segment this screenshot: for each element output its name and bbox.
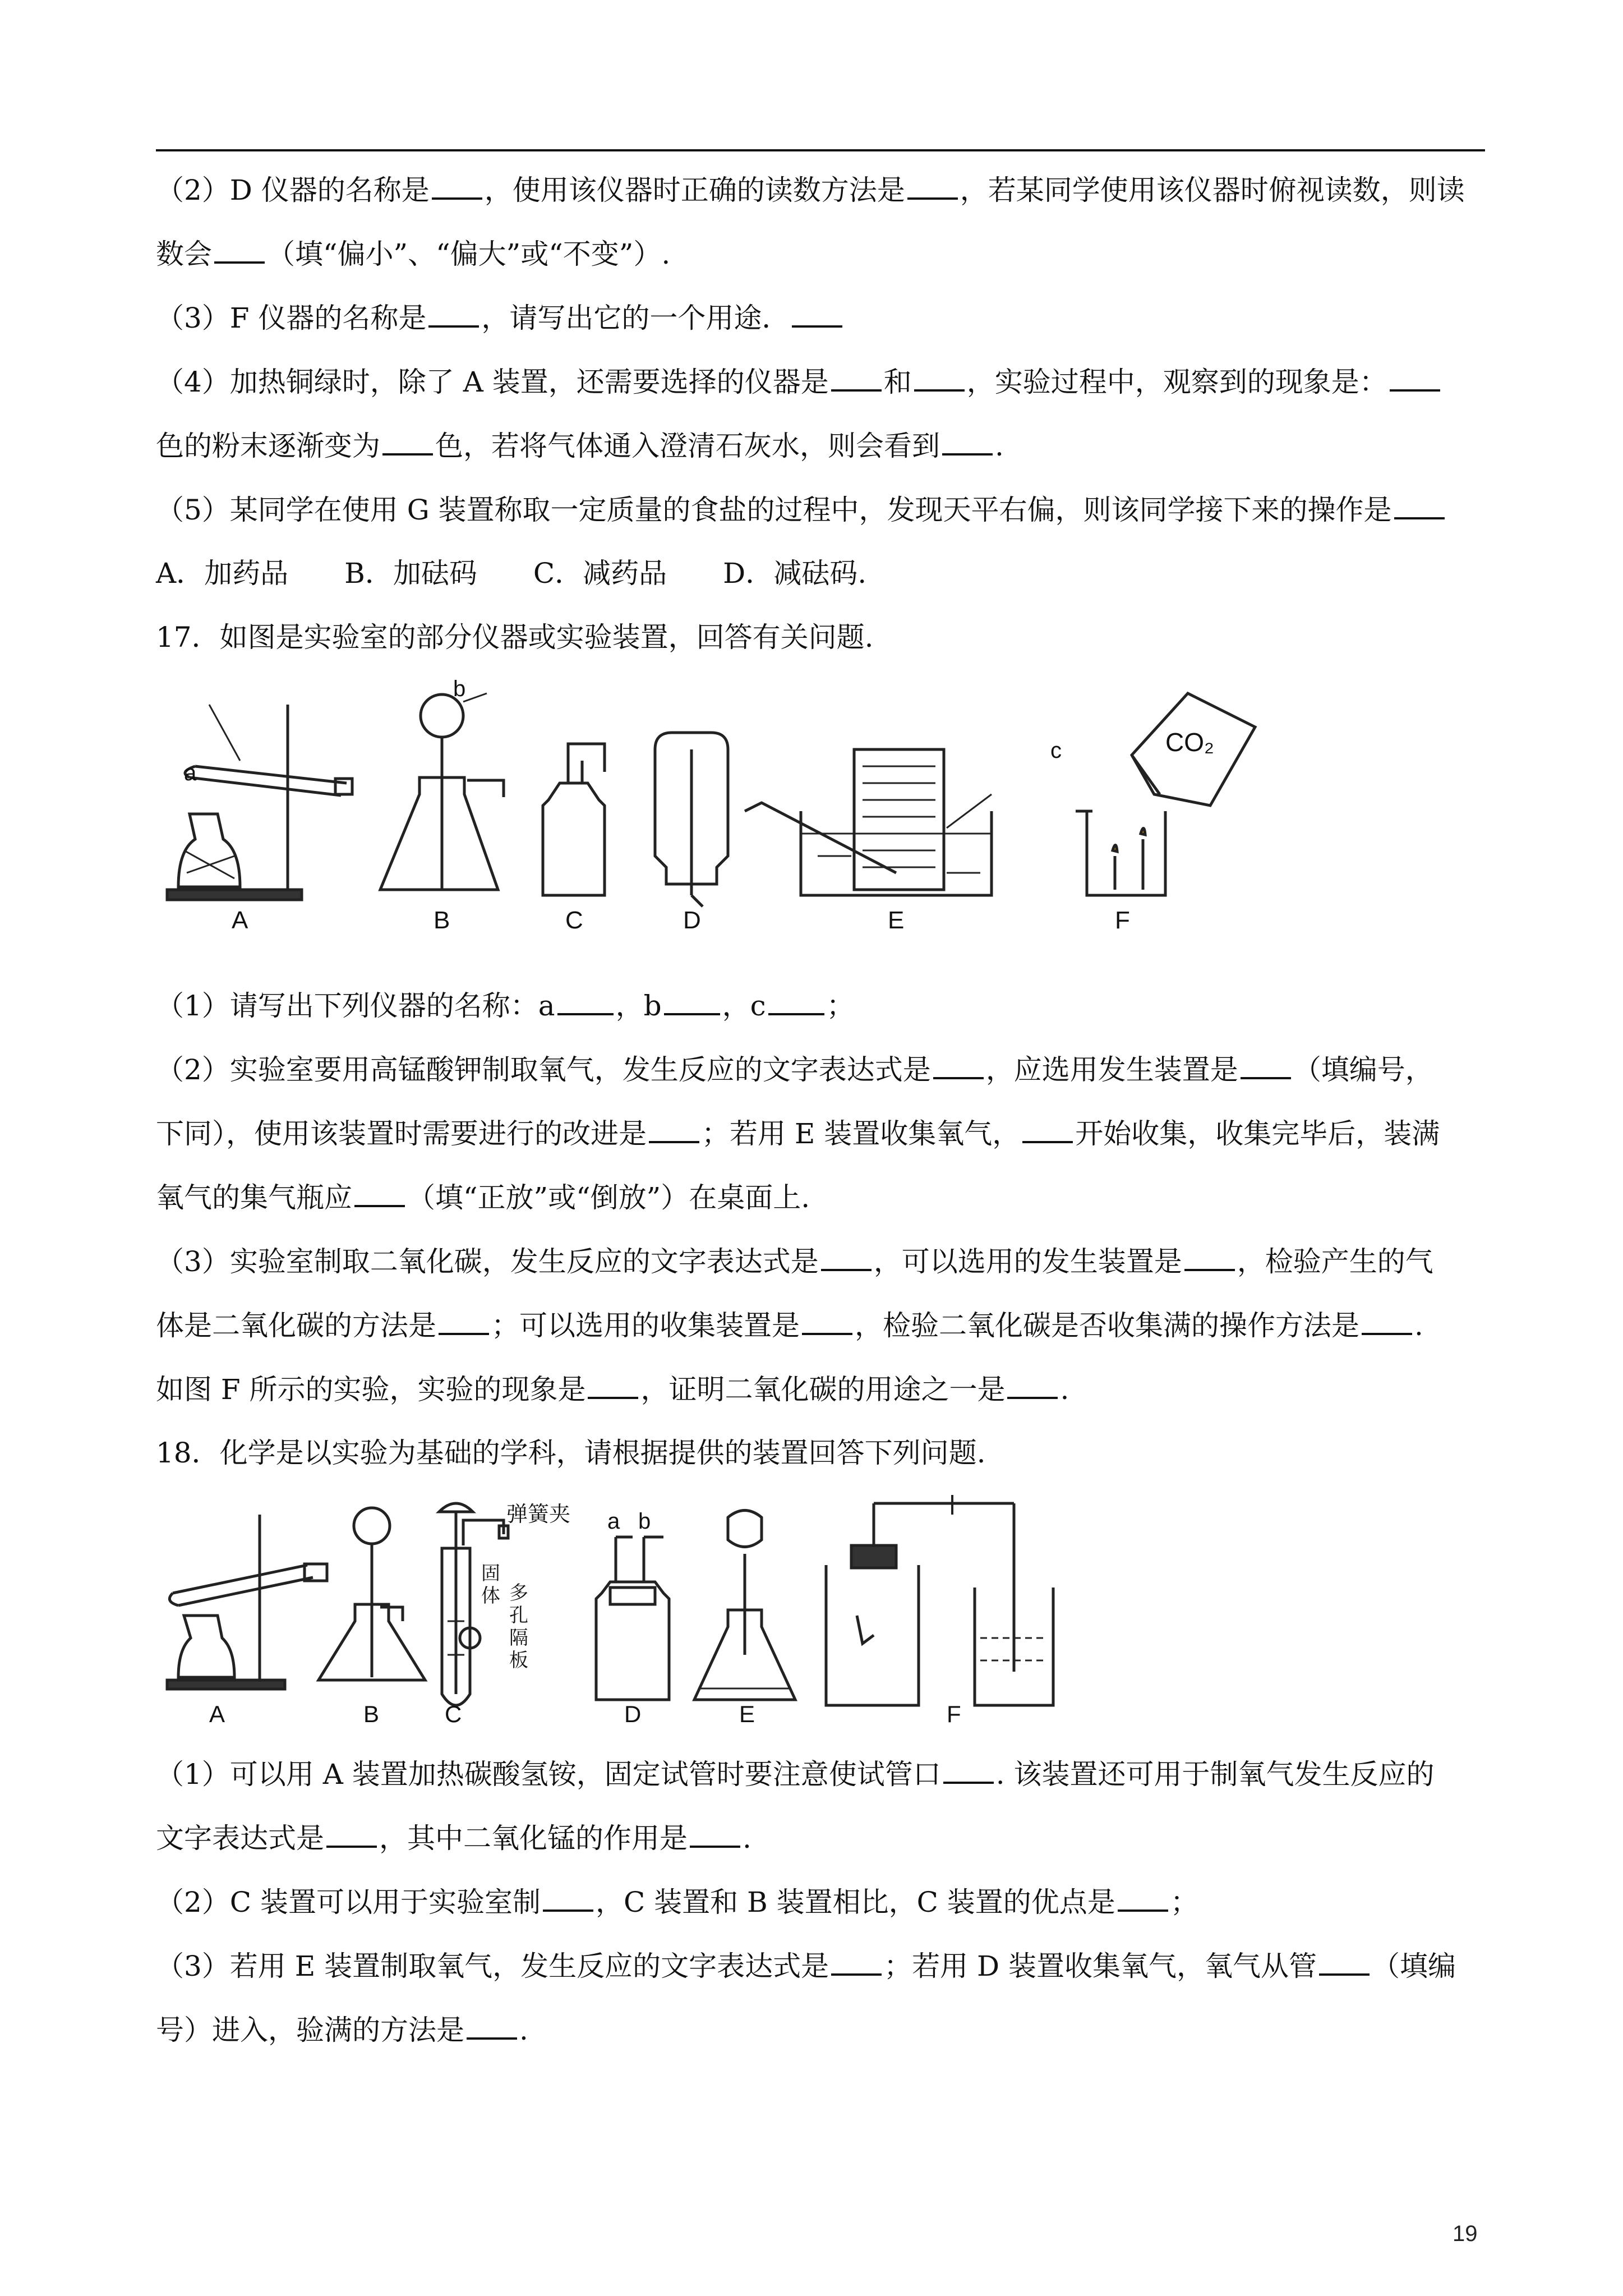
device-label-A: A [209, 1701, 225, 1727]
text: （1）请写出下列仪器的名称：a [156, 990, 555, 1022]
text: 开始收集，收集完毕后，装满 [1075, 1117, 1440, 1150]
answer-blank[interactable] [1394, 491, 1445, 519]
text: ，使用该仪器时正确的读数方法是 [484, 174, 905, 206]
q16-part4-line1 [156, 364, 1485, 400]
text: ，检验二氧化碳是否收集满的操作方法是 [855, 1309, 1359, 1342]
text: （3）F 仪器的名称是 [156, 302, 427, 334]
q17-part3-line2 [156, 1307, 1485, 1343]
callout-a: a [184, 761, 197, 785]
text: ，请写出它的一个用途． [481, 302, 790, 334]
text: ，应选用发生装置是 [985, 1053, 1238, 1086]
q17-part3-line3 [156, 1371, 1485, 1407]
q17-part2-line2 [156, 1115, 1485, 1152]
q18-part2 [156, 1884, 1485, 1920]
answer-blank[interactable] [1390, 364, 1440, 392]
answer-blank[interactable] [664, 987, 720, 1015]
text: ，可以选用的发生装置是 [873, 1245, 1182, 1278]
answer-blank[interactable] [557, 987, 614, 1015]
device-label-E: E [739, 1701, 755, 1727]
text: 体是二氧化碳的方法是 [156, 1309, 436, 1342]
text: （2）C 装置可以用于实验室制 [156, 1886, 541, 1918]
answer-blank[interactable] [821, 1243, 872, 1271]
text: ；可以选用的收集装置是 [491, 1309, 800, 1342]
q17-title [156, 619, 1485, 655]
answer-blank[interactable] [432, 172, 482, 200]
text: ，c [722, 990, 766, 1022]
answer-blank[interactable] [439, 1307, 489, 1335]
text: ；若用 E 装置收集氧气， [702, 1117, 1021, 1150]
q16-part4-line2 [156, 427, 1485, 464]
q16-part3 [156, 300, 1485, 336]
port-a-label: a [607, 1509, 620, 1534]
text: 18．化学是以实验为基础的学科，请根据提供的装置回答下列问题. [156, 1437, 986, 1469]
porous-plate-label: 多孔隔板 [509, 1582, 528, 1672]
text: 和 [883, 366, 912, 398]
text: （2）D 仪器的名称是 [156, 174, 430, 206]
device-label-A: A [232, 907, 248, 934]
text: ；若用 D 装置收集氧气，氧气从管 [884, 1950, 1317, 1982]
answer-blank[interactable] [326, 1820, 377, 1848]
text: ，检验产生的气 [1237, 1245, 1433, 1278]
text: ，若某同学使用该仪器时俯视读数，则读 [960, 174, 1465, 206]
spring-clip-label: 弹簧夹 [506, 1502, 571, 1526]
text: A．加药品 B．加砝码 C．减药品 D．减砝码. [156, 557, 867, 590]
text: （3）实验室制取二氧化碳，发生反应的文字表达式是 [156, 1245, 819, 1278]
q17-apparatus-figure [156, 671, 1261, 935]
text: . 该装置还可用于制氧气发生反应的 [995, 1758, 1435, 1791]
answer-blank[interactable] [1022, 1115, 1073, 1143]
answer-blank[interactable] [792, 300, 842, 328]
answer-blank[interactable] [1241, 1051, 1291, 1079]
text: . [519, 2014, 528, 2046]
answer-blank[interactable] [831, 1948, 882, 1976]
answer-blank[interactable] [214, 236, 265, 264]
text: ； [826, 990, 855, 1022]
text: . [743, 1822, 751, 1855]
text: （填“偏小”、“偏大”或“不变”）. [267, 238, 671, 270]
text: . [995, 430, 1004, 462]
answer-blank[interactable] [690, 1820, 740, 1848]
text: （填编号， [1293, 1053, 1433, 1086]
answer-blank[interactable] [914, 364, 965, 392]
text: 色，若将气体通入澄清石灰水，则会看到 [435, 430, 940, 462]
device-label-B: B [363, 1701, 380, 1727]
q16-options [156, 555, 1485, 591]
text: 如图 F 所示的实验，实验的现象是 [156, 1373, 586, 1406]
device-label-C: C [445, 1701, 462, 1727]
answer-blank[interactable] [428, 300, 479, 328]
text: ，b [615, 990, 662, 1022]
answer-blank[interactable] [382, 427, 433, 455]
text: ，实验过程中，观察到的现象是： [966, 366, 1387, 398]
callout-c: c [1050, 738, 1062, 763]
text: ，其中二氧化锰的作用是 [379, 1822, 688, 1855]
text: ，证明二氧化碳的用途之一是 [640, 1373, 1006, 1406]
q18-part3-line2 [156, 2012, 1485, 2048]
text: 下同），使用该装置时需要进行的改进是 [156, 1117, 647, 1150]
callout-b: b [453, 677, 466, 701]
text: （4）加热铜绿时，除了 A 装置，还需要选择的仪器是 [156, 366, 829, 398]
q18-part1-line1 [156, 1756, 1485, 1792]
answer-blank[interactable] [467, 2012, 517, 2040]
solid-label: 固体 [481, 1562, 500, 1607]
answer-blank[interactable] [802, 1307, 852, 1335]
device-label-E: E [888, 907, 905, 934]
device-label-C: C [565, 907, 583, 934]
answer-blank[interactable] [831, 364, 882, 392]
text: （1）可以用 A 装置加热碳酸氢铵，固定试管时要注意使试管口 [156, 1758, 941, 1791]
answer-blank[interactable] [907, 172, 958, 200]
text: 17．如图是实验室的部分仪器或实验装置，回答有关问题. [156, 621, 874, 654]
q17-part2-line3 [156, 1179, 1485, 1216]
page-number: 19 [1453, 2221, 1478, 2246]
answer-blank[interactable] [649, 1115, 699, 1143]
answer-blank[interactable] [768, 987, 824, 1015]
answer-blank[interactable] [543, 1884, 593, 1912]
text: ，C 装置和 B 装置相比，C 装置的优点是 [595, 1886, 1115, 1918]
text: ； [1170, 1886, 1198, 1918]
text: （填“正放”或“倒放”）在桌面上. [407, 1181, 810, 1214]
co2-label: CO₂ [1165, 728, 1214, 757]
q17-part1 [156, 987, 1485, 1024]
device-label-D: D [683, 907, 701, 934]
text: . [1060, 1373, 1069, 1406]
text: 色的粉末逐渐变为 [156, 430, 380, 462]
answer-blank[interactable] [1362, 1307, 1412, 1335]
answer-blank[interactable] [933, 1051, 984, 1079]
text: 号）进入，验满的方法是 [156, 2014, 464, 2046]
q16-part2-line1 [156, 172, 1485, 208]
q17-part3-line1 [156, 1243, 1485, 1280]
q18-title [156, 1435, 1485, 1471]
q18-part1-line2 [156, 1820, 1485, 1856]
answer-blank[interactable] [1007, 1371, 1058, 1399]
q17-part2-line1 [156, 1051, 1485, 1088]
device-label-B: B [434, 907, 450, 934]
device-label-D: D [624, 1701, 642, 1727]
answer-blank[interactable] [1118, 1884, 1168, 1912]
answer-blank[interactable] [354, 1179, 405, 1207]
text: 数会 [156, 238, 212, 270]
device-label-F: F [1115, 907, 1130, 934]
text: （填编 [1371, 1950, 1456, 1982]
answer-blank[interactable] [588, 1371, 638, 1399]
text: （5）某同学在使用 G 装置称取一定质量的食盐的过程中，发现天平右偏，则该同学接下来的操作是 [156, 494, 1392, 526]
device-label-F: F [947, 1701, 961, 1727]
q17-apparatus-drawing [156, 671, 1261, 935]
answer-blank[interactable] [943, 1756, 994, 1784]
text: . [1414, 1309, 1423, 1342]
text: 氧气的集气瓶应 [156, 1181, 352, 1214]
q16-part2-line2 [156, 236, 1485, 272]
answer-blank[interactable] [1184, 1243, 1235, 1271]
q18-apparatus-figure [156, 1487, 1076, 1728]
text: 文字表达式是 [156, 1822, 324, 1855]
q18-part3-line1 [156, 1948, 1485, 1984]
q16-part5 [156, 491, 1485, 528]
text: （2）实验室要用高锰酸钾制取氧气，发生反应的文字表达式是 [156, 1053, 931, 1086]
port-b-label: b [638, 1509, 651, 1534]
text: （3）若用 E 装置制取氧气，发生反应的文字表达式是 [156, 1950, 829, 1982]
header-rule [156, 149, 1485, 151]
answer-blank[interactable] [1319, 1948, 1370, 1976]
answer-blank[interactable] [942, 427, 993, 455]
